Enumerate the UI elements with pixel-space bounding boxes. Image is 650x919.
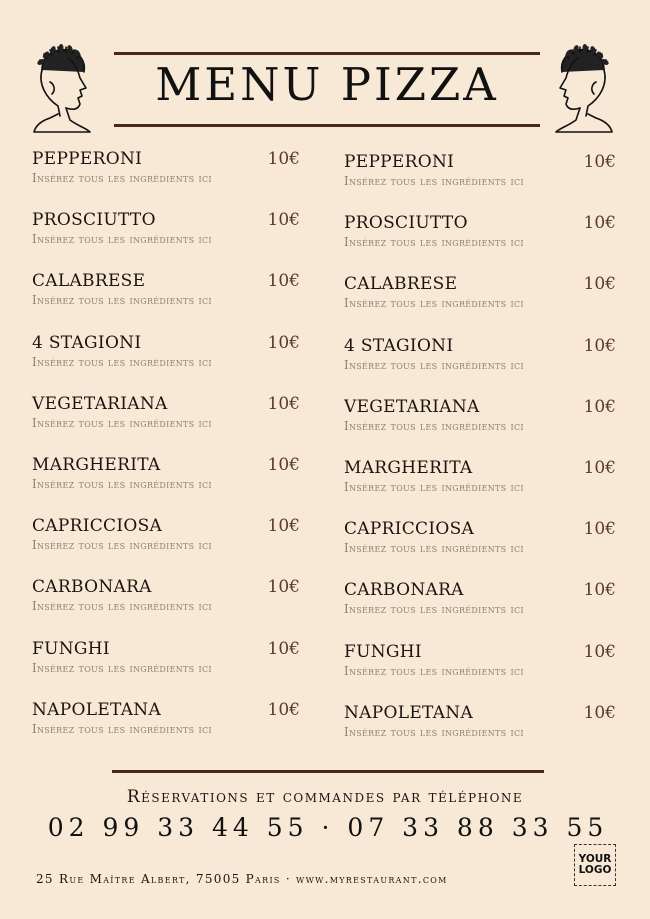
menu-item (32, 699, 312, 760)
logo-placeholder (574, 844, 616, 886)
reservations-heading: Réservations et commandes par téléphone (126, 787, 524, 807)
menu-item (32, 270, 312, 331)
menu-item (344, 396, 624, 457)
menu-item-description: Insérez tous les ingrédients ici (32, 721, 212, 736)
menu-item-name: FUNGHI (344, 641, 422, 662)
menu-item-description: Insérez tous les ingrédients ici (344, 174, 524, 188)
menu-item-name: NAPOLETANA (344, 702, 474, 723)
menu-item (344, 457, 624, 518)
menu-item-description: Insérez tous les ingrédients ici (344, 479, 524, 494)
menu-item-price: 10€ (583, 457, 616, 478)
menu-item-price: 10€ (583, 152, 616, 172)
menu-item (32, 515, 312, 576)
menu-column-right (344, 151, 624, 763)
menu-item-price: 10€ (267, 393, 300, 414)
menu-item-description: Insérez tous les ingrédients ici (32, 293, 212, 308)
menu-item-description: Insérez tous les ingrédients ici (344, 724, 524, 739)
menu-item-price: 10€ (583, 335, 616, 356)
menu-item-price: 10€ (583, 580, 616, 601)
logo-text-line2: LOGO (578, 864, 612, 876)
menu-item-name: CARBONARA (32, 577, 152, 598)
menu-item (32, 638, 312, 699)
address-line: 25 Rue Maître Albert, 75005 Paris · www.myrestaurant.com (36, 872, 448, 886)
menu-item-description: Insérez tous les ingrédients ici (32, 232, 212, 247)
menu-item-description: Insérez tous les ingrédients ici (32, 476, 212, 491)
menu-item-name: MARGHERITA (32, 454, 161, 475)
menu-item-name: PROSCIUTTO (344, 213, 468, 234)
menu-item-price: 10€ (267, 699, 300, 720)
title-bottom-rule (114, 124, 540, 127)
menu-item-price: 10€ (267, 149, 300, 169)
menu-item-description: Insérez tous les ingrédients ici (344, 235, 524, 250)
menu-item-description: Insérez tous les ingrédients ici (344, 418, 524, 433)
menu-item-price: 10€ (583, 213, 616, 234)
menu-item (344, 579, 624, 640)
menu-item (344, 151, 624, 212)
menu-item (32, 454, 312, 515)
menu-item-name: FUNGHI (32, 638, 110, 659)
phone-numbers: 02 99 33 44 55 · 07 33 88 33 55 (47, 813, 609, 842)
menu-item-price: 10€ (583, 702, 616, 723)
menu-item (344, 212, 624, 273)
menu-item-name: CALABRESE (32, 271, 146, 292)
menu-item-description: Insérez tous les ingrédients ici (32, 171, 212, 185)
caesar-bust-icon (552, 40, 618, 136)
menu-item-name: NAPOLETANA (32, 699, 162, 720)
menu-item-price: 10€ (583, 519, 616, 540)
menu-item-description: Insérez tous les ingrédients ici (344, 296, 524, 311)
menu-item-price: 10€ (267, 516, 300, 537)
menu-item-description: Insérez tous les ingrédients ici (32, 538, 212, 553)
menu-item-name: CAPRICCIOSA (344, 519, 475, 540)
menu-item-name: CALABRESE (344, 274, 458, 295)
menu-item-name: VEGETARIANA (32, 393, 168, 414)
menu-item-description: Insérez tous les ingrédients ici (344, 541, 524, 556)
menu-item-name: CAPRICCIOSA (32, 516, 163, 537)
menu-item-description: Insérez tous les ingrédients ici (32, 599, 212, 614)
menu-item-name: PEPPERONI (344, 152, 455, 172)
logo-text-line1: YOUR (578, 853, 612, 865)
menu-item-description: Insérez tous les ingrédients ici (32, 415, 212, 430)
menu-item-price: 10€ (267, 577, 300, 598)
menu-item-price: 10€ (583, 396, 616, 417)
menu-item-price: 10€ (583, 641, 616, 662)
menu-item-price: 10€ (267, 638, 300, 659)
menu-item (32, 209, 312, 270)
footer-rule (112, 770, 544, 773)
menu-item-description: Insérez tous les ingrédients ici (32, 354, 212, 369)
menu-item-description: Insérez tous les ingrédients ici (344, 602, 524, 617)
menu-item-price: 10€ (583, 274, 616, 295)
menu-item (344, 702, 624, 763)
menu-item (32, 576, 312, 637)
menu-item-name: MARGHERITA (344, 457, 473, 478)
menu-item-name: PROSCIUTTO (32, 210, 156, 231)
menu-item (344, 335, 624, 396)
menu-item (32, 148, 312, 209)
menu-item (32, 332, 312, 393)
menu-item (344, 518, 624, 579)
title-top-rule (114, 52, 540, 55)
menu-item (32, 393, 312, 454)
menu-item-price: 10€ (267, 332, 300, 353)
menu-item-name: CARBONARA (344, 580, 464, 601)
menu-item (344, 273, 624, 334)
menu-item-price: 10€ (267, 454, 300, 475)
page-title: MENU PIZZA (155, 58, 499, 111)
menu-item-name: 4 STAGIONI (32, 332, 142, 353)
menu-item-name: PEPPERONI (32, 149, 143, 169)
menu-item-name: VEGETARIANA (344, 396, 480, 417)
menu-item (344, 641, 624, 702)
menu-item-price: 10€ (267, 210, 300, 231)
caesar-bust-icon (28, 40, 94, 136)
menu-column-left (32, 148, 312, 760)
menu-item-name: 4 STAGIONI (344, 335, 454, 356)
menu-item-description: Insérez tous les ingrédients ici (344, 663, 524, 678)
menu-item-price: 10€ (267, 271, 300, 292)
menu-item-description: Insérez tous les ingrédients ici (32, 660, 212, 675)
menu-item-description: Insérez tous les ingrédients ici (344, 357, 524, 372)
